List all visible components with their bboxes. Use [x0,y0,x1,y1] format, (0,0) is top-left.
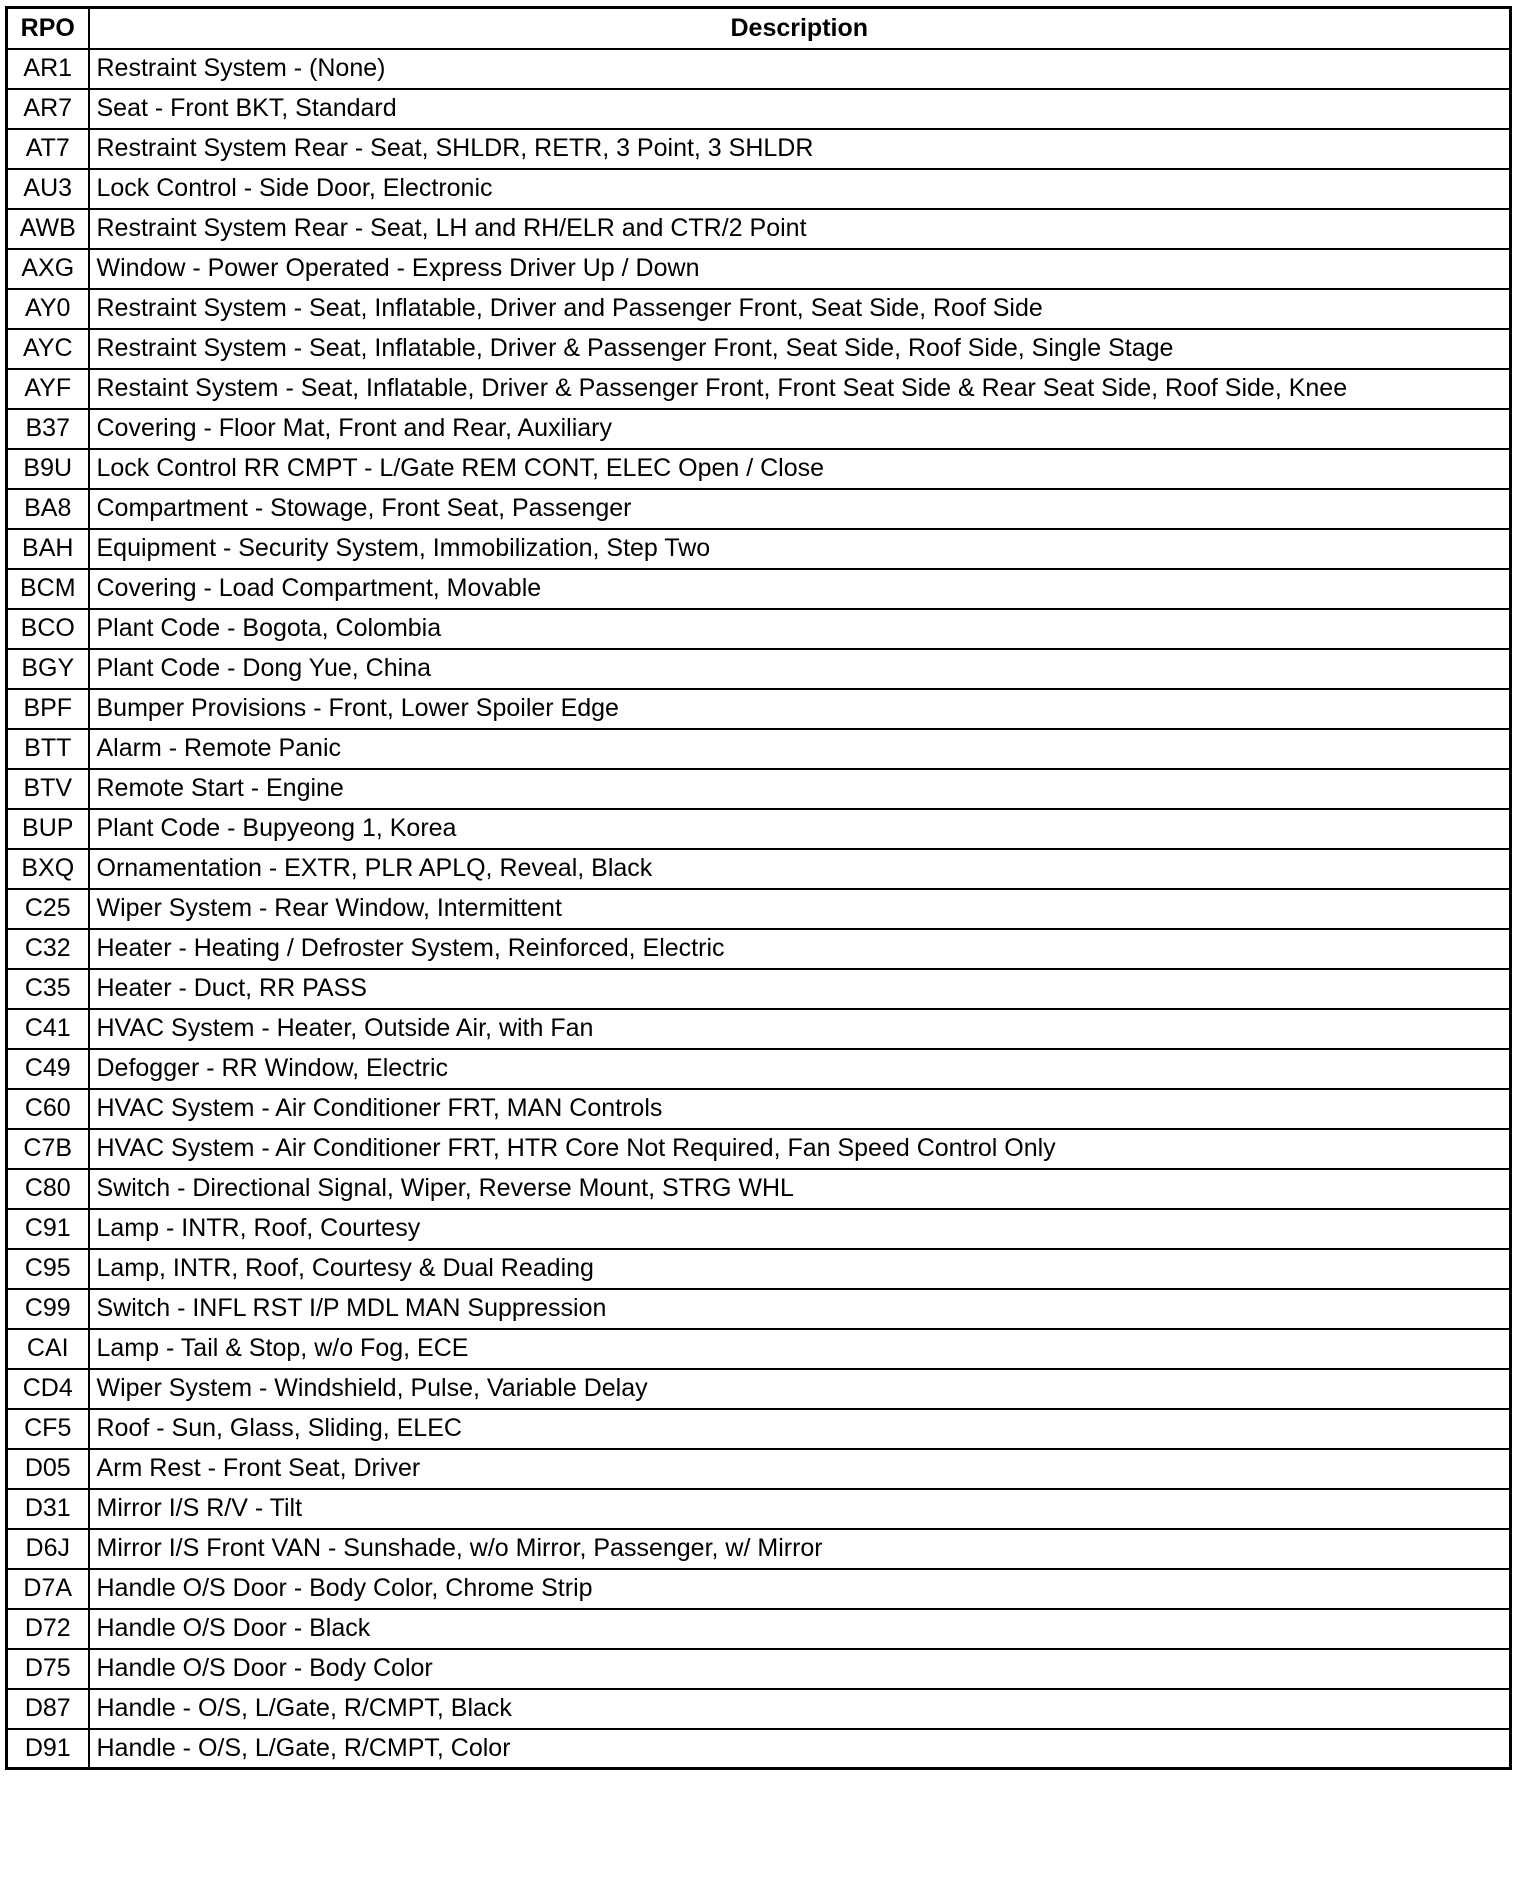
rpo-code-cell: C7B [7,1129,89,1169]
description-cell: Restaint System - Seat, Inflatable, Driver & Passenger Front, Front Seat Side & Rear Seat Side, Roof Side, Knee [89,369,1511,409]
table-row [7,1089,1511,1129]
rpo-code-cell: D75 [7,1649,89,1689]
table-row [7,769,1511,809]
table-row [7,449,1511,489]
header-description: Description [89,8,1511,49]
description-cell: Switch - Directional Signal, Wiper, Reverse Mount, STRG WHL [89,1169,1511,1209]
rpo-code-cell: BCO [7,609,89,649]
table-row [7,969,1511,1009]
description-cell: Handle O/S Door - Body Color [89,1649,1511,1689]
description-cell: Lock Control - Side Door, Electronic [89,169,1511,209]
table-row [7,1049,1511,1089]
description-cell: Plant Code - Bupyeong 1, Korea [89,809,1511,849]
table-header [7,8,1511,49]
rpo-code-cell: C99 [7,1289,89,1329]
table-row [7,369,1511,409]
rpo-code-cell: D6J [7,1529,89,1569]
description-cell: Seat - Front BKT, Standard [89,89,1511,129]
table-row [7,409,1511,449]
table-row [7,249,1511,289]
description-cell: Arm Rest - Front Seat, Driver [89,1449,1511,1489]
table-row [7,1369,1511,1409]
description-cell: Covering - Floor Mat, Front and Rear, Auxiliary [89,409,1511,449]
description-cell: Plant Code - Bogota, Colombia [89,609,1511,649]
table-row [7,1689,1511,1729]
table-row [7,1449,1511,1489]
rpo-code-cell: AR1 [7,49,89,89]
rpo-code-cell: D87 [7,1689,89,1729]
table-row [7,1729,1511,1769]
description-cell: Defogger - RR Window, Electric [89,1049,1511,1089]
rpo-code-cell: D31 [7,1489,89,1529]
description-cell: HVAC System - Air Conditioner FRT, MAN Controls [89,1089,1511,1129]
description-cell: Heater - Heating / Defroster System, Reinforced, Electric [89,929,1511,969]
description-cell: Mirror I/S Front VAN - Sunshade, w/o Mirror, Passenger, w/ Mirror [89,1529,1511,1569]
table-row [7,1249,1511,1289]
rpo-code-cell: D05 [7,1449,89,1489]
description-cell: Window - Power Operated - Express Driver Up / Down [89,249,1511,289]
rpo-code-cell: AYF [7,369,89,409]
description-cell: Handle O/S Door - Body Color, Chrome Strip [89,1569,1511,1609]
description-cell: Bumper Provisions - Front, Lower Spoiler Edge [89,689,1511,729]
rpo-code-cell: C41 [7,1009,89,1049]
table-row [7,1009,1511,1049]
table-row [7,289,1511,329]
table-row [7,1329,1511,1369]
rpo-code-cell: BTV [7,769,89,809]
rpo-code-cell: BUP [7,809,89,849]
rpo-code-cell: C49 [7,1049,89,1089]
rpo-code-cell: BAH [7,529,89,569]
table-row [7,329,1511,369]
description-cell: Mirror I/S R/V - Tilt [89,1489,1511,1529]
description-cell: Handle - O/S, L/Gate, R/CMPT, Black [89,1689,1511,1729]
rpo-code-cell: AYC [7,329,89,369]
table-row [7,489,1511,529]
description-cell: Plant Code - Dong Yue, China [89,649,1511,689]
table-row [7,689,1511,729]
table-row [7,169,1511,209]
rpo-code-cell: CD4 [7,1369,89,1409]
table-row [7,529,1511,569]
description-cell: Restraint System Rear - Seat, SHLDR, RETR, 3 Point, 3 SHLDR [89,129,1511,169]
table-row [7,89,1511,129]
description-cell: Ornamentation - EXTR, PLR APLQ, Reveal, Black [89,849,1511,889]
description-cell: HVAC System - Air Conditioner FRT, HTR Core Not Required, Fan Speed Control Only [89,1129,1511,1169]
rpo-code-cell: C91 [7,1209,89,1249]
rpo-code-cell: C60 [7,1089,89,1129]
header-rpo: RPO [7,8,89,49]
rpo-code-cell: BCM [7,569,89,609]
description-cell: Lamp, INTR, Roof, Courtesy & Dual Reading [89,1249,1511,1289]
description-cell: Lamp - INTR, Roof, Courtesy [89,1209,1511,1249]
table-row [7,1169,1511,1209]
table-row [7,1209,1511,1249]
description-cell: Heater - Duct, RR PASS [89,969,1511,1009]
description-cell: Lamp - Tail & Stop, w/o Fog, ECE [89,1329,1511,1369]
table-row [7,49,1511,89]
description-cell: Covering - Load Compartment, Movable [89,569,1511,609]
rpo-code-cell: AY0 [7,289,89,329]
rpo-code-cell: AXG [7,249,89,289]
description-cell: Wiper System - Windshield, Pulse, Variable Delay [89,1369,1511,1409]
description-cell: Handle - O/S, L/Gate, R/CMPT, Color [89,1729,1511,1769]
rpo-code-cell: BXQ [7,849,89,889]
table-row [7,609,1511,649]
table-row [7,889,1511,929]
table-row [7,569,1511,609]
rpo-code-cell: CAI [7,1329,89,1369]
table-row [7,1489,1511,1529]
table-body [7,49,1511,1769]
rpo-code-cell: BA8 [7,489,89,529]
description-cell: Compartment - Stowage, Front Seat, Passenger [89,489,1511,529]
rpo-code-cell: C25 [7,889,89,929]
table-row [7,1529,1511,1569]
description-cell: Wiper System - Rear Window, Intermittent [89,889,1511,929]
rpo-code-cell: C80 [7,1169,89,1209]
description-cell: Switch - INFL RST I/P MDL MAN Suppression [89,1289,1511,1329]
table-row [7,129,1511,169]
table-row [7,209,1511,249]
description-cell: Restraint System - Seat, Inflatable, Driver and Passenger Front, Seat Side, Roof Side [89,289,1511,329]
rpo-code-cell: CF5 [7,1409,89,1449]
table-row [7,1409,1511,1449]
rpo-code-cell: D91 [7,1729,89,1769]
rpo-code-cell: AR7 [7,89,89,129]
description-cell: Lock Control RR CMPT - L/Gate REM CONT, ELEC Open / Close [89,449,1511,489]
rpo-code-cell: D7A [7,1569,89,1609]
table-row [7,729,1511,769]
table-row [7,1289,1511,1329]
table-row [7,849,1511,889]
table-row [7,1609,1511,1649]
rpo-code-cell: C35 [7,969,89,1009]
rpo-code-cell: C95 [7,1249,89,1289]
description-cell: Remote Start - Engine [89,769,1511,809]
rpo-code-cell: BTT [7,729,89,769]
header-row [7,8,1511,49]
rpo-code-cell: BPF [7,689,89,729]
rpo-table [5,6,1512,1770]
rpo-code-cell: AT7 [7,129,89,169]
description-cell: Restraint System Rear - Seat, LH and RH/ELR and CTR/2 Point [89,209,1511,249]
description-cell: HVAC System - Heater, Outside Air, with Fan [89,1009,1511,1049]
rpo-code-cell: B37 [7,409,89,449]
table-row [7,929,1511,969]
rpo-code-cell: C32 [7,929,89,969]
description-cell: Restraint System - Seat, Inflatable, Driver & Passenger Front, Seat Side, Roof Side, Single Stage [89,329,1511,369]
description-cell: Handle O/S Door - Black [89,1609,1511,1649]
rpo-code-cell: AWB [7,209,89,249]
description-cell: Equipment - Security System, Immobilization, Step Two [89,529,1511,569]
rpo-code-cell: BGY [7,649,89,689]
table-row [7,809,1511,849]
rpo-code-cell: B9U [7,449,89,489]
description-cell: Alarm - Remote Panic [89,729,1511,769]
table-row [7,649,1511,689]
rpo-code-cell: AU3 [7,169,89,209]
rpo-code-cell: D72 [7,1609,89,1649]
table-row [7,1649,1511,1689]
table-row [7,1569,1511,1609]
description-cell: Roof - Sun, Glass, Sliding, ELEC [89,1409,1511,1449]
table-row [7,1129,1511,1169]
description-cell: Restraint System - (None) [89,49,1511,89]
